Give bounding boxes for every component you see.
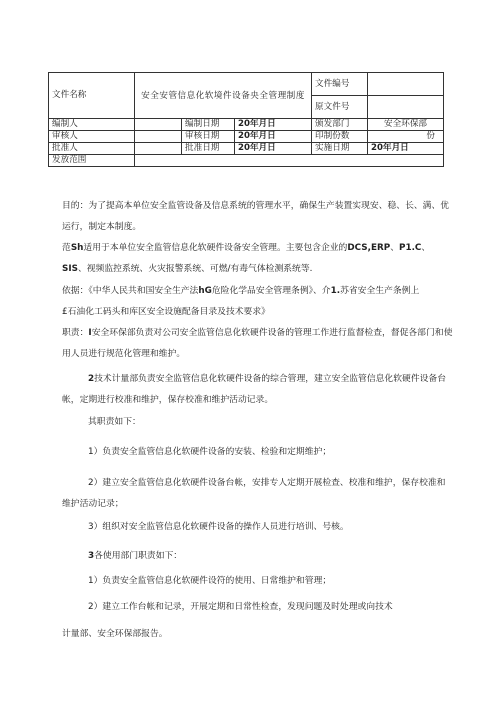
scope-line-2 [62, 259, 454, 280]
basis-garbled-3: £ [62, 307, 68, 317]
scope-line-1 [62, 238, 454, 259]
duty-3-number: 3 [88, 551, 95, 561]
duties-intro: 其职责如下： [88, 417, 141, 427]
orig-no-value [368, 96, 444, 119]
scope-sep-1: 、 [390, 243, 399, 253]
reviewer-label: 审核人 [49, 131, 135, 143]
compiler-label: 编制人 [49, 119, 135, 131]
doc-no-value [368, 73, 444, 96]
document-header-table [48, 72, 444, 167]
reviewer-value [135, 131, 182, 143]
list-item-continuation: 计量部、安全环保部报告。 [62, 629, 168, 639]
effective-date-value: 20年月日 [368, 143, 444, 155]
approve-date-value: 20年月日 [235, 143, 312, 155]
compiler-value [135, 119, 182, 131]
table-row [49, 131, 444, 143]
table-row [49, 143, 444, 155]
distribution-value [135, 155, 444, 167]
basis-line-1 [62, 281, 454, 302]
document-title: 安全安管信息化软境件设备央全管理制度 [135, 73, 312, 119]
scope-systems-1: DCS,ERP [347, 243, 391, 253]
basis-text-3: 苏省安全生产条例上 [340, 286, 420, 296]
scope-sis: SIS [62, 264, 78, 274]
basis-text-2: 危险化学品安全管理条例》、介 [211, 286, 331, 296]
duty-3-heading [88, 546, 480, 567]
duty-2-text: 技术计量部负责安全监管信息化软硬件设备的综合管理，建立安全监管信息化软硬件设备台帐，定期进行校准和维护，保存校准和维护活动记录。 [62, 374, 447, 405]
duty-1-number: I [88, 328, 92, 338]
duty-3-text: 各使用部门职责如下： [94, 551, 183, 561]
review-date-label: 审核日期 [182, 131, 235, 143]
table-row [49, 155, 444, 167]
duty-2-number: 2 [88, 374, 95, 384]
basis-line-2 [62, 302, 454, 323]
list-item: 2）建立安全监管信息化软硬件设备台帐，安排专人定期开展检查、校准和维护，保存校准和维护活动记录； [62, 478, 446, 509]
copies-value: 份 [368, 131, 444, 143]
copies-label: 印制份数 [312, 131, 368, 143]
scope-systems-2: P1.C [399, 243, 422, 253]
scope-prefix: 范 [62, 243, 71, 253]
review-date-value: 20年月日 [235, 131, 312, 143]
duty-1-paragraph [62, 323, 454, 365]
basis-garbled-2: 1. [330, 286, 341, 296]
duty-1-text: 安全环保部负责对公司安全监管信息化软硬件设备的管理工作进行监督检查，督促各部门和使用人员进行规范化管理和维护。 [62, 328, 453, 359]
compile-date-label: 编制日期 [182, 119, 235, 131]
approver-label: 批准人 [49, 143, 135, 155]
list-item: 1）负责安全监管信息化软硬件设符的使用、日常维护和管理； [88, 576, 332, 586]
approver-value [135, 143, 182, 155]
basis-text-1: 依据：《中华人民共和国安全生产法 [62, 286, 199, 296]
effective-date-label: 实施日期 [312, 143, 368, 155]
table-row [49, 119, 444, 131]
purpose-paragraph: 目的：为了提高本单位安全监管设备及信息系统的管理水平，确保生产装置实现安、稳、长、满、优运行，制定本制度。 [62, 201, 450, 232]
scope-garbled: Sh [70, 243, 84, 253]
issuing-dept-value: 安全环保部 [368, 119, 444, 131]
compile-date-value: 20年月日 [235, 119, 312, 131]
scope-sep-2: 、 [421, 243, 431, 253]
duty-2-paragraph [62, 369, 454, 411]
list-item: 3）组织对安全监管信息化软硬件设备的操作人员进行培训、号核。 [88, 522, 349, 532]
basis-text-4: 石油化工码头和库区安全设施配备目录及技术要求》 [67, 307, 270, 317]
duty-label: 职责： [62, 328, 89, 338]
list-item: 1）负责安全监管信息化软硬件设备的安装、检验和定期维护； [88, 447, 332, 457]
distribution-label: 发放范围 [49, 155, 135, 167]
orig-no-label: 原文件号 [312, 96, 368, 119]
approve-date-label: 批准日期 [182, 143, 235, 155]
issuing-dept-label: 颁发部门 [312, 119, 368, 131]
doc-no-label: 文件编号 [312, 73, 368, 96]
basis-garbled-1: hG [198, 286, 212, 296]
scope-text-2: 、视频监控系统、火灾报警系统、可燃/有毒气体检测系统等. [77, 264, 313, 274]
list-item: 2）建立工作台帐和记录，开展定期和日常性检查，发现问题及时处理或向技术 [88, 602, 393, 612]
doc-name-label: 文件名称 [49, 73, 135, 119]
scope-text: 适用于本单位安全监管信息化软硬件设备安全管理。主要包含企业的 [83, 243, 348, 253]
